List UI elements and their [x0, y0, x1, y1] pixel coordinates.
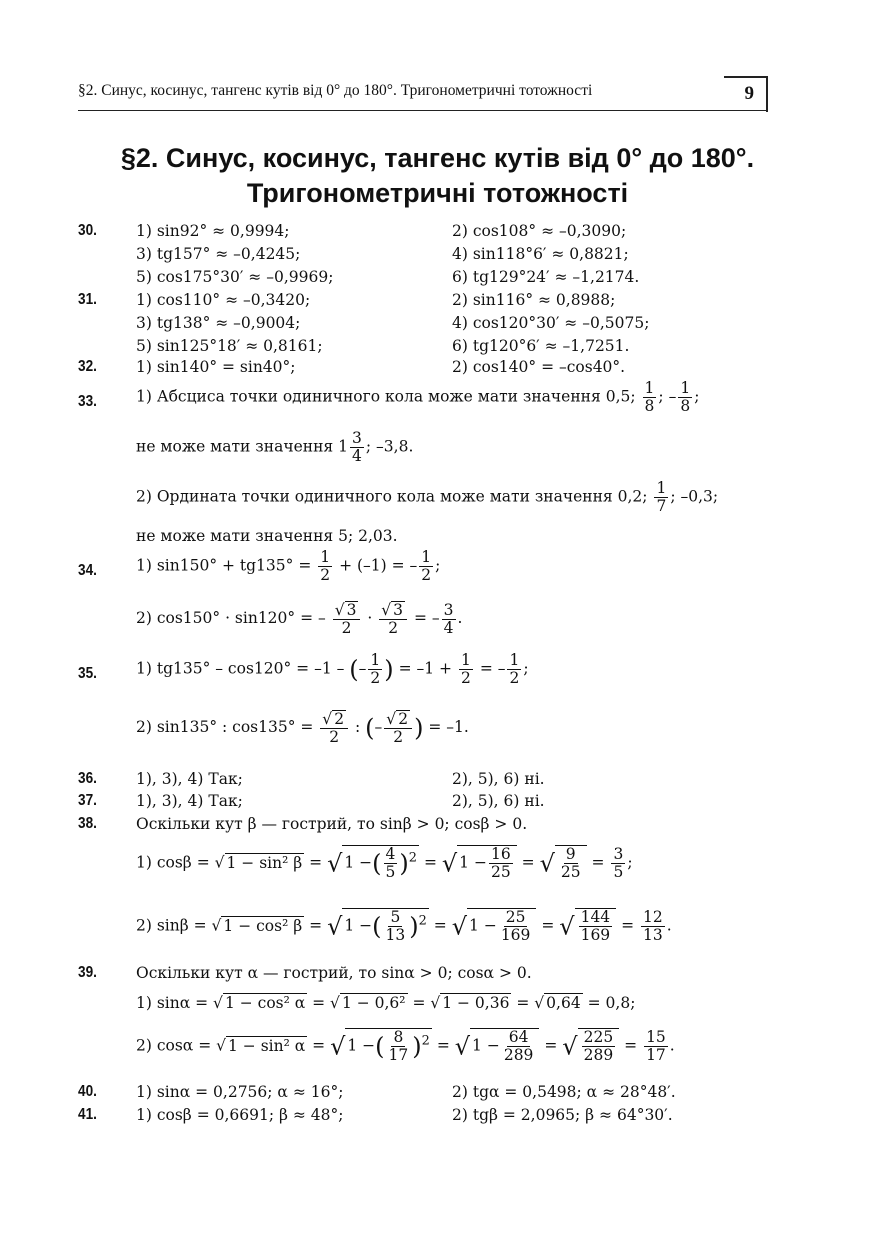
fraction: $\frac{3}{4}$ — [443, 600, 454, 637]
problem-number: 32. — [78, 358, 97, 375]
fraction: $\frac{1}{2}$ — [509, 651, 520, 688]
fraction: $\frac{1}{8}$ — [644, 379, 655, 416]
fraction: $\frac{√ 3}{2}$ — [333, 601, 361, 637]
problem-number: 37. — [78, 792, 97, 809]
problem-number: 39. — [78, 964, 97, 981]
fraction: $\frac{1}{2}$ — [421, 548, 432, 585]
answer: 2) cos140° = –cos40°. — [452, 358, 626, 376]
answer: 2) cos108° ≈ –0,3090; — [452, 222, 627, 240]
p33-line4: не може мати значення 5; 2,03. — [136, 527, 398, 545]
answer: 2) tgα = 0,5498; α ≈ 28°48′. — [452, 1083, 676, 1101]
p39-line2: 2) cosα = √ 1 − sin² α = √ 1 −( $\frac{8}{17}$ )$^2$ = √ 1 − $\frac{64}{289}$ = √ $\frac{225}{289}$ = $\frac{15}{17}$ . — [136, 1028, 675, 1065]
answer: 2) tgβ = 2,0965; β ≈ 64°30′. — [452, 1106, 673, 1124]
problem-number: 36. — [78, 770, 97, 787]
fraction: $\frac{1}{7}$ — [656, 479, 667, 516]
fraction: $\frac{√ 2}{2}$ — [320, 710, 348, 746]
fraction: $\frac{1}{2}$ — [461, 651, 471, 688]
problem-number: 31. — [78, 291, 97, 308]
answer: 1) sinα = 0,2756; α ≈ 16°; — [136, 1083, 344, 1101]
answer: 4) sin118°6′ ≈ 0,8821; — [452, 245, 629, 263]
fraction: $\frac{√ 2}{2}$ — [384, 710, 412, 746]
p35-line1: 1) tg135° – cos120° = –1 – (– $\frac{1}{2}$ ) = –1 + $\frac{1}{2}$ = – $\frac{1}{2}$ ; — [136, 651, 529, 688]
answer: 1), 3), 4) Так; — [136, 770, 243, 788]
p34-line1: 1) sin150° + tg135° = $\frac{1}{2}$ + (–1) = – $\frac{1}{2}$ ; — [136, 548, 441, 585]
p34-line2: 2) cos150° · sin120° = – $\frac{√ 3}{2}$ · $\frac{√ 3}{2}$ = – $\frac{3}{4}$ . — [136, 600, 463, 638]
p33-line2: не може мати значення 1 $\frac{3}{4}$ ; –3,8. — [136, 429, 414, 466]
answer: 5) sin125°18′ ≈ 0,8161; — [136, 337, 323, 355]
answer: 6) tg120°6′ ≈ –1,7251. — [452, 337, 630, 355]
fraction: $\frac{1}{8}$ — [680, 379, 691, 416]
p38-line1: 1) cosβ = √ 1 − sin² β = √ 1 −( $\frac{4}{5}$ )$^2$ = √ 1 − $\frac{16}{25}$ = √ $\frac{9}{25}$ = $\frac{3}{5}$ ; — [136, 845, 633, 882]
answer: 3) tg138° ≈ –0,9004; — [136, 314, 301, 332]
p35-line2: 2) sin135° : cos135° = $\frac{√ 2}{2}$ : (– $\frac{√ 2}{2}$ ) = –1. — [136, 710, 469, 747]
fraction: $\frac{3}{4}$ — [352, 429, 362, 466]
p38-line2: 2) sinβ = √ 1 − cos² β = √ 1 −( $\frac{5}{13}$ )$^2$ = √ 1 − $\frac{25}{169}$ = √ $\frac{144}{169}$ = $\frac{12}{13}$ . — [136, 908, 672, 945]
page-number: 9 — [744, 83, 754, 104]
answer: 2), 5), 6) ні. — [452, 770, 545, 788]
problem-number: 40. — [78, 1083, 97, 1100]
fraction: $\frac{1}{2}$ — [370, 651, 381, 688]
answer: 3) tg157° ≈ –0,4245; — [136, 245, 301, 263]
p39-intro: Оскільки кут α — гострий, то sinα > 0; cosα > 0. — [136, 964, 532, 982]
answer: 1) sin140° = sin40°; — [136, 358, 296, 376]
answer: 2) sin116° ≈ 0,8988; — [452, 291, 616, 309]
answer: 5) cos175°30′ ≈ –0,9969; — [136, 268, 334, 286]
problem-number: 38. — [78, 815, 97, 832]
problem-number: 35. — [78, 665, 97, 682]
running-title: §2. Синус, косинус, тангенс кутів від 0° до 180°. Тригонометричні тотожності — [78, 82, 593, 99]
p33-line3: 2) Ордината точки одиничного кола може мати значення 0,2; $\frac{1}{7}$ ; –0,3; — [136, 479, 719, 516]
answer: 1) cos110° ≈ –0,3420; — [136, 291, 311, 309]
answer: 2), 5), 6) ні. — [452, 792, 545, 810]
fraction: $\frac{√ 3}{2}$ — [379, 601, 407, 637]
answer: 6) tg129°24′ ≈ –1,2174. — [452, 268, 640, 286]
fraction: $\frac{1}{2}$ — [320, 548, 331, 585]
answer: 1) sin92° ≈ 0,9994; — [136, 222, 290, 240]
problem-number: 34. — [78, 562, 97, 579]
p38-intro: Оскільки кут β — гострий, то sinβ > 0; cosβ > 0. — [136, 815, 528, 833]
problem-number: 33. — [78, 393, 97, 410]
problem-number: 41. — [78, 1106, 97, 1123]
answer: 1), 3), 4) Так; — [136, 792, 243, 810]
section-title-line2: Тригонометричні тотожності — [246, 178, 629, 208]
answer: 4) cos120°30′ ≈ –0,5075; — [452, 314, 650, 332]
header-rule — [78, 110, 768, 111]
p39-line1: 1) sinα = √ 1 − cos² α = √ 1 − 0,6² = √ 1 − 0,36 = √ 0,64 = 0,8; — [136, 994, 636, 1012]
section-title-line1: §2. Синус, косинус, тангенс кутів від 0° до 180°. — [120, 143, 755, 173]
problem-number: 30. — [78, 222, 97, 239]
answer: 1) cosβ = 0,6691; β ≈ 48°; — [136, 1106, 344, 1124]
running-header — [78, 76, 768, 112]
p33-line1: 1) Абсциса точки одиничного кола може мати значення 0,5; $\frac{1}{8}$ ; – $\frac{1}{8}$ ; — [136, 379, 700, 416]
text: 1) Абсциса точки одиничного кола може мати значення 0,5; — [136, 387, 636, 406]
